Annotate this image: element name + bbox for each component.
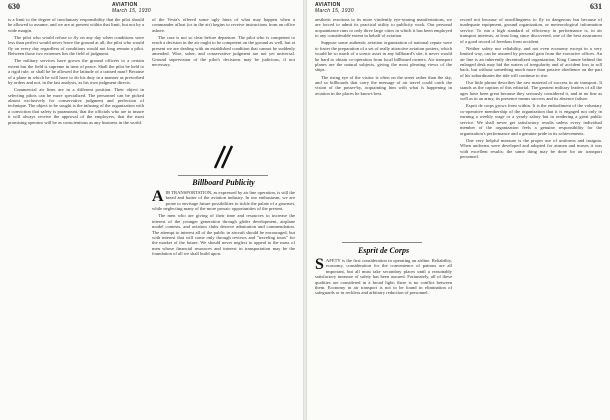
running-head-title: AVIATION bbox=[112, 2, 138, 8]
paragraph: One very helpful measure is the proper use of uniforms and insignia. When uniforms were developed and adopted for airmen and nurses it was with excellent results; the same thing may be done for air transport personnel. bbox=[460, 137, 602, 159]
paragraph: Suppose some authentic aviation organization of national repute were to foster the preparation of a set of really attractive aviation posters, which would be so much of a scenic asset in any billboard's site, it never would be hard to obtain co-operation from local billboard owners. Air transport planes are the natural subjects, giving the most pleasing views of the ships. bbox=[315, 40, 452, 73]
paragraph: The rising eye of the visitor is often on the street rather than the sky, and so billboards that carry the message of air travel could catch the vision of the passer-by, acquainting him with what is happening in aviation in the places he knows best. bbox=[315, 74, 452, 96]
paragraph: The men who are giving of their time and resources to increase the interest of the younger generation through glider development, airplane model contests, and aviation clubs deserve admiration and commendation. The attempt to interest all of the public in aircraft should be encouraged, but with interest that will come only through reviews and "traveling tours" for the market of the future. We should never neglect to appeal to the mass of men whose financial resources and interest in transportation may be the foundation of all we shall build upon. bbox=[152, 213, 295, 257]
drop-cap: S bbox=[315, 258, 324, 273]
article-body-billboard bbox=[152, 190, 295, 412]
running-head-date: March 15, 1930 bbox=[112, 8, 151, 14]
running-head-date: March 15, 1930 bbox=[315, 8, 354, 14]
divider bbox=[178, 175, 268, 176]
paragraph: Our little phrase describes the raw material of success in air transport. It stands as the caption of this editorial. The greatest military leaders of all the ages have been great because they seriously considered it, and in no line as well as in an army, its presence means success and its absence failure. bbox=[460, 80, 602, 102]
paragraph bbox=[315, 258, 452, 296]
paragraph: Commercial air lines are in a different position. Their object in selecting pilots can be more specialized. The personnel can be picked almost exclusively for conservative judgment and perfection of technique. The object to be sought is the infusing of the organization with a conviction that safety is paramount, that the officials who are to insure it will always receive the approval of the employers, that the most promising operator will be as conscientious as any business in the world. bbox=[8, 87, 144, 125]
left-column-1 bbox=[8, 17, 144, 412]
article-title-esprit: Esprit de Corps bbox=[357, 246, 410, 255]
running-head bbox=[112, 2, 151, 14]
paragraph: record not because of unwillingness to fly in dangerous but because of inadequate equipment, ground organization, or meteorological information service. To run a high standard of efficiency in performance is, in air transport interests, at least long since discovered, one of the best assurances of a good record of freedom from accident. bbox=[460, 17, 602, 44]
drop-cap: A bbox=[152, 190, 164, 205]
page-number: 631 bbox=[590, 2, 602, 11]
running-head bbox=[315, 2, 354, 14]
paragraph-text: IR TRANSPORTATION, as expressed by air line operation, is still the bread and butter of the aviation industry. In our enthusiasm, we are prone to envisage future possibilities to tickle the palate of a gourmet, while neglecting many of the more prosaic opportunities of the present. bbox=[152, 190, 295, 212]
paragraph-text: AFETY is the first consideration in operating an airline. Reliability, economy, consideration for the convenience of patrons are all important, but all must take secondary places until a reasonably satisfactory measure of safety has been assured. Fortunately, all of these qualities are considered in a broad light; there is no conflict between them. Economy in air transport is not to be found in elimination of safeguards or in reckless and arbitrary reduction of personnel. bbox=[315, 258, 452, 296]
ornament-icon bbox=[205, 142, 241, 172]
paragraph: Neither safety nor reliability, and not even economy except in a very limited way, can be assured by personal gain from the executive offices. An air line is an inherently decentralized organization. King Canute behind the enlarged desk may bid the waters of irregularity and of accident loss to roll back, but without something much more than passive obedience on the part of his subordinates the tide will continue to rise. bbox=[460, 45, 602, 78]
paragraph: The case is not so clear before departure. The pilot who is competent to reach a decision in the air ought to be competent on the ground as well, but at present we are dealing with an established condition that cannot be suddenly amended. Wise, sober, and conservative judgment are not yet universal. Ground supervision of the pilot's decisions may be judicious, if not necessary. bbox=[152, 35, 295, 68]
right-column-2 bbox=[460, 17, 602, 412]
right-column-1 bbox=[315, 17, 452, 239]
right-page bbox=[307, 0, 610, 420]
paragraph: of the Vesta's offered some ugly hints of what may happen when a commander afloat (or in the air) begins to receive instructions from an office ashore. bbox=[152, 17, 295, 33]
paragraph: Esprit de corps grows from within. It is the embodiment of the voluntary co-operative membership of the organization that it is engaged not only in earning a weekly wage or a yearly salary but in rendering a great public service. We shall never get satisfactory results unless every individual member of the organization feels a genuine responsibility for the organization's performance and a genuine pride in its achievements. bbox=[460, 103, 602, 136]
left-column-2 bbox=[152, 17, 295, 137]
running-head-title: AVIATION bbox=[315, 2, 341, 8]
left-page bbox=[0, 0, 303, 420]
paragraph bbox=[152, 190, 295, 212]
page-number: 630 bbox=[8, 2, 20, 11]
paragraph: The pilot who would refuse to fly on any day when conditions were less than perfect would never leave the ground at all; the pilot who would fly on every day regardless of conditions would not long remain a pilot. Between those two extremes lies the field of judgment. bbox=[8, 35, 144, 57]
divider bbox=[342, 242, 422, 243]
paragraph: aesthetic reactions to its more virulently eye-searing manifestations, we are forced to admit its practical utility to publicity work. Our personal acquaintance runs to only three large cities in which it has been employed to any considerable extent in behalf of aviation. bbox=[315, 17, 452, 39]
paragraph: is a limit to the degree of involuntary responsibility that the pilot should be allowed to assume, and we are at present within that limit, but not by a wide margin. bbox=[8, 17, 144, 33]
paragraph: The military services have grown the ground officers to a certain extent but the field is supreme in time of peace. Shall the pilot be held to a rigid rule, or shall he be allowed the latitude of a trained man? Because of a plane in which he will have to do his duty in a manner as prescribed by orders and not, in the last analysis, as his own judgment directs. bbox=[8, 58, 144, 86]
article-body-esprit bbox=[315, 258, 452, 412]
article-title-billboard: Billboard Publicity bbox=[192, 178, 255, 187]
